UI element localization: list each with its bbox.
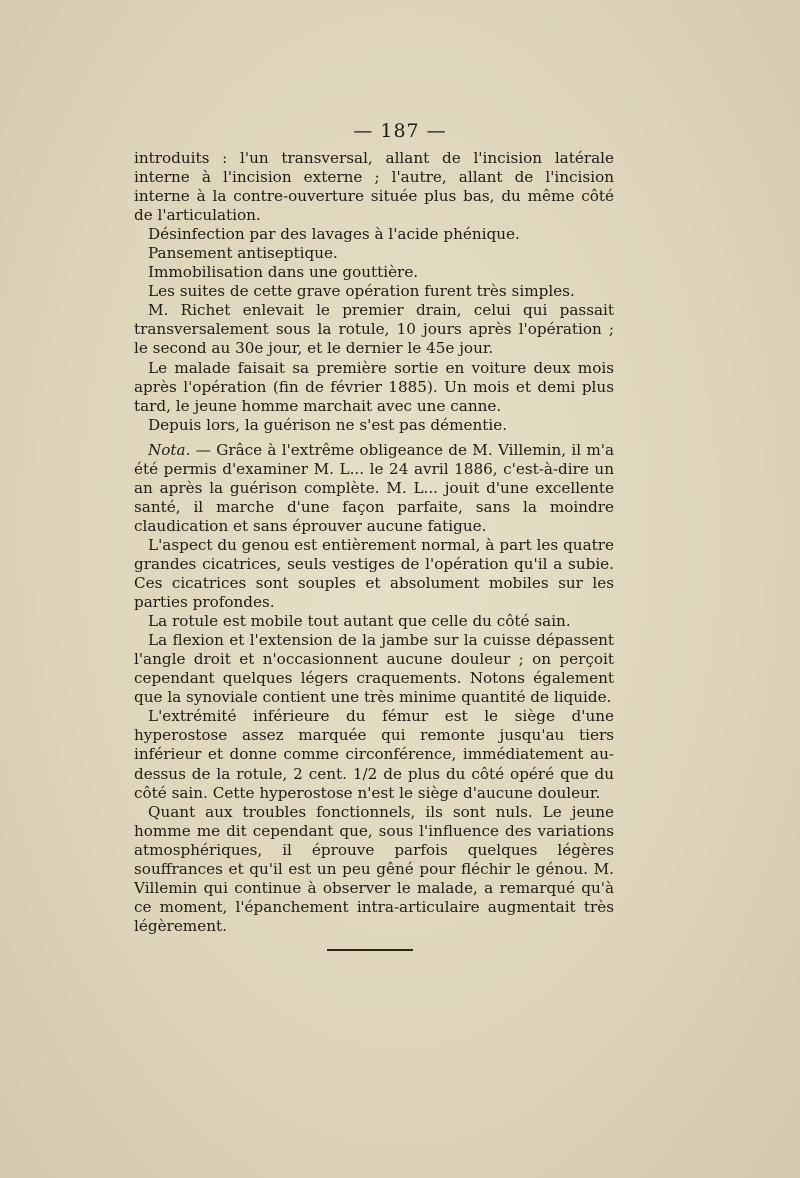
nota-text: — Grâce à l'extrême obligeance de M. Villemin, il m'a été permis d'examiner M. L... le 24 avril 1886, c'est-à-dire un an après la guérison complète. M. L... jouit d'une excellente santé, il marche d'une façon parfaite, sans la moindre claudication et sans éprouver aucune fatigue. xyxy=(134,440,614,535)
paragraph: La flexion et l'extension de la jambe sur la cuisse dépassent l'angle droit et n'occasionnent aucune douleur ; on perçoit cependant quelques légers craquements. Notons également que la synoviale contient une très minime quantité de liquide. xyxy=(134,631,614,707)
paragraph: Pansement antiseptique. xyxy=(148,244,338,263)
paragraph: Les suites de cette grave opération furent très simples. xyxy=(148,282,575,301)
paragraph: Immobilisation dans une gouttière. xyxy=(148,263,419,282)
paragraph: Quant aux troubles fonctionnels, ils sont nuls. Le jeune homme me dit cependant que, sous l'influence des variations atmosphériques, il éprouve parfois quelques légères souffrances et qu'il est un peu gêné pour fléchir le génou. M. Villemin qui continue à observer le malade, a remarqué qu'à ce moment, l'épanchement intra-articulaire augmentait très légèrement. xyxy=(134,802,614,935)
paragraph: introduits : l'un transversal, allant de l'incision latérale interne à l'incision externe ; l'autre, allant de l'incision interne à la contre-ouverture située plus bas, du même côté de l'articulation. xyxy=(134,149,614,225)
nota-paragraph xyxy=(134,441,614,536)
paragraph: L'aspect du genou est entièrement normal, à part les quatre grandes cicatrices, seuls vestiges de l'opération qu'il a subie. Ces cicatrices sont souples et absolument mobiles sur les parties profondes. xyxy=(134,535,614,612)
paragraph: M. Richet enlevait le premier drain, celui qui passait transversalement sous la rotule, 10 jours après l'opération ; le second au 30e jour, et le dernier le 45e jour. xyxy=(134,301,614,358)
nota-label: Nota. xyxy=(148,440,191,459)
body-text xyxy=(134,149,614,936)
paragraph: Depuis lors, la guérison ne s'est pas démentie. xyxy=(148,415,508,434)
paragraph: L'extrémité inférieure du fémur est le siège d'une hyperostose assez marquée qui remonte jusqu'au tiers inférieur et donne comme circonférence, immédiatement au-dessus de la rotule, 2 cent. 1/2 de plus du côté opéré que du côté sain. Cette hyperostose n'est le siège d'aucune douleur. xyxy=(134,707,614,802)
page-number: — 187 — xyxy=(353,120,447,142)
end-rule-divider xyxy=(327,949,413,951)
paragraph: Désinfection par des lavages à l'acide phénique. xyxy=(148,225,520,244)
paragraph: La rotule est mobile tout autant que celle du côté sain. xyxy=(148,612,571,631)
paragraph: Le malade faisait sa première sortie en voiture deux mois après l'opération (fin de février 1885). Un mois et demi plus tard, le jeune homme marchait avec une canne. xyxy=(134,358,614,415)
